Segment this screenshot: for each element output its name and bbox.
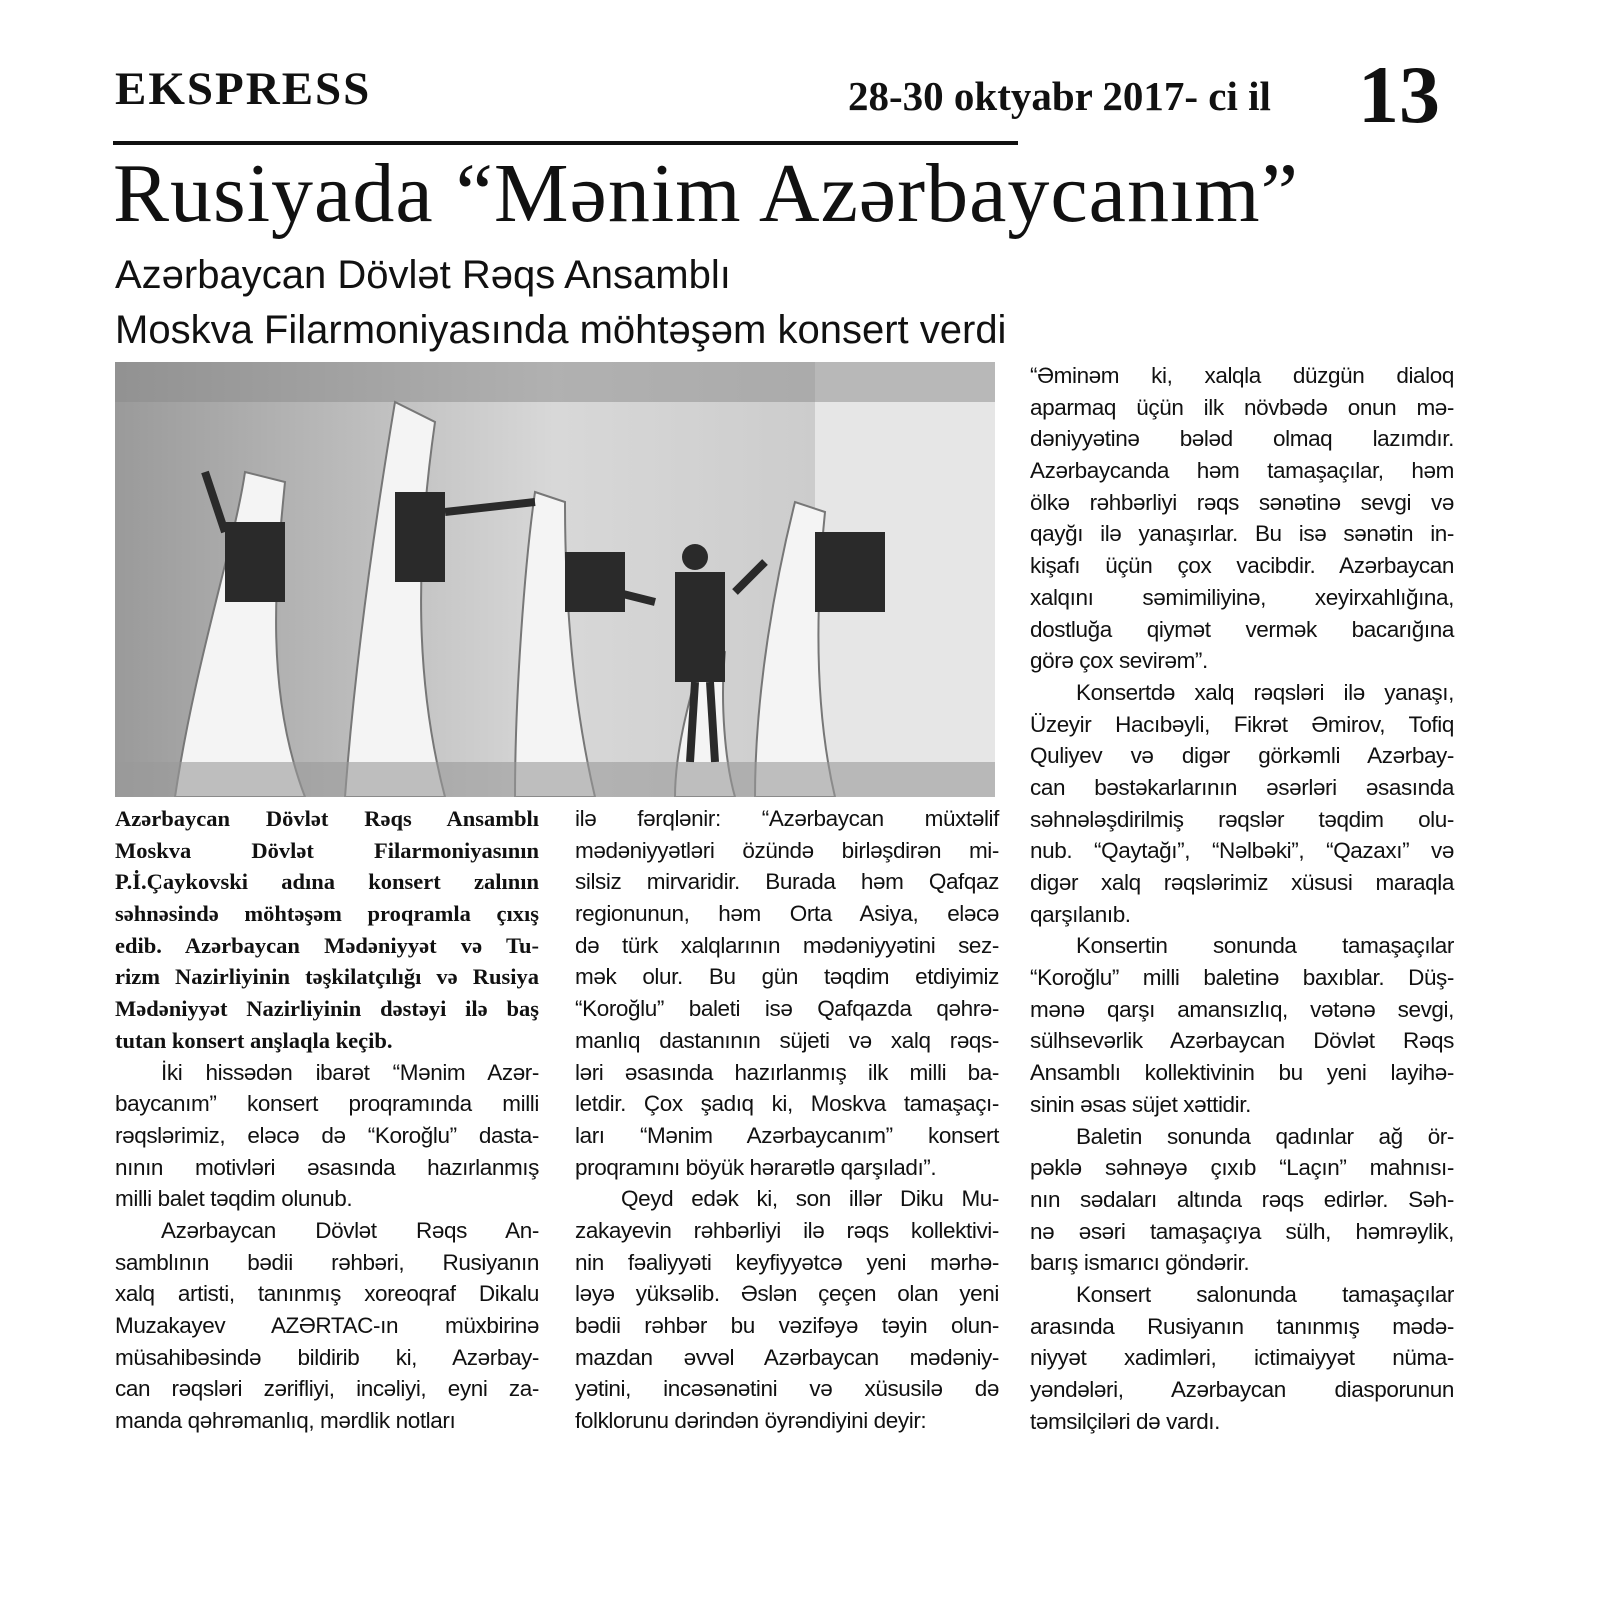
text-line: niyyət xadimləri, ictimaiyyət nüma- bbox=[1030, 1345, 1454, 1371]
text-line: nub. “Qaytağı”, “Nəlbəki”, “Qazaxı” və bbox=[1030, 838, 1454, 864]
text-line: P.İ.Çaykovski adına konsert zalının bbox=[115, 869, 539, 895]
article-column-1 bbox=[115, 803, 539, 1437]
text-line: Ansamblı kollektivinin bu yeni layihə- bbox=[1030, 1060, 1454, 1086]
article-paragraph bbox=[115, 803, 539, 1057]
text-line: nın sədaları altında rəqs edirlər. Səh- bbox=[1030, 1186, 1454, 1212]
text-line: can rəqsləri zərifliyi, incəliyi, eyni za- bbox=[115, 1376, 539, 1402]
text-line: dəniyyətinə bələd olmaq lazımdır. bbox=[1030, 426, 1454, 452]
page-number: 13 bbox=[1358, 49, 1440, 140]
text-line: təmsilçiləri də vardı. bbox=[1030, 1408, 1221, 1434]
text-line: müsahibəsində bildirib ki, Azərbay- bbox=[115, 1344, 539, 1370]
text-line: qarşılanıb. bbox=[1030, 901, 1131, 927]
text-line: xalqını səmimiliyinə, xeyirxahlığına, bbox=[1030, 584, 1454, 610]
text-line: də türk xalqlarının mədəniyyətini sez- bbox=[575, 932, 999, 958]
text-line: barış ismarıcı göndərir. bbox=[1030, 1250, 1250, 1276]
text-line: Qeyd edək ki, son illər Diku Mu- bbox=[621, 1186, 999, 1212]
issue-date: 28-30 oktyabr 2017- ci il bbox=[848, 73, 1271, 119]
newspaper-masthead: EKSPRESS bbox=[115, 63, 372, 115]
text-line: kişafı üçün çox vacibdir. Azərbaycan bbox=[1030, 553, 1454, 579]
text-line: rizm Nazirliyinin təşkilatçılığı və Rusiya bbox=[115, 964, 539, 990]
text-line: Konsert salonunda tamaşaçılar bbox=[1076, 1281, 1454, 1307]
text-line: manlıq dastanının süjeti və xalq rəqs- bbox=[575, 1027, 999, 1053]
text-line: sinin əsas süjet xəttidir. bbox=[1030, 1091, 1251, 1117]
text-line: nə əsəri tamaşaçıya sülh, həmrəylik, bbox=[1030, 1218, 1454, 1244]
text-line: Azərbaycan Dövlət Rəqs Ansamblı bbox=[115, 806, 539, 831]
text-line: Moskva Dövlət Filarmoniyasının bbox=[115, 837, 539, 863]
text-line: tutan konsert anşlaqla keçib. bbox=[115, 1027, 393, 1053]
text-line: ölkə rəhbərliyi rəqs sənətinə sevgi və bbox=[1030, 489, 1454, 515]
article-column-2 bbox=[575, 803, 999, 1437]
text-line: samblının bədii rəhbəri, Rusiyanın bbox=[115, 1249, 539, 1275]
text-line: dostluğa qiymət vermək bacarığına bbox=[1030, 616, 1454, 642]
text-line: “Koroğlu” baleti isə Qafqazda qəhrə- bbox=[575, 996, 999, 1022]
text-line: edib. Azərbaycan Mədəniyyət və Tu- bbox=[115, 932, 539, 958]
text-line: mədəniyyətləri özündə birləşdirən mi- bbox=[575, 837, 999, 863]
text-line: “Əminəm ki, xalqla düzgün dialoq bbox=[1030, 363, 1454, 388]
subtitle-line: Azərbaycan Dövlət Rəqs Ansamblı bbox=[115, 253, 731, 297]
text-line: can bəstəkarlarının əsərləri əsasında bbox=[1030, 774, 1454, 800]
text-line: sülhsevərlik Azərbaycan Dövlət Rəqs bbox=[1030, 1028, 1454, 1054]
text-line: ları “Mənim Azərbaycanım” konsert bbox=[575, 1122, 999, 1148]
article-paragraph bbox=[1030, 360, 1454, 677]
text-line: nının motivləri əsasında hazırlanmış bbox=[115, 1154, 539, 1180]
text-line: Azərbaycan Dövlət Rəqs An- bbox=[161, 1217, 539, 1243]
article-paragraph bbox=[115, 1057, 539, 1215]
text-line: Quliyev və digər görkəmli Azərbay- bbox=[1030, 743, 1454, 769]
article-column-3 bbox=[1030, 360, 1454, 1437]
article-paragraph bbox=[575, 1183, 999, 1437]
text-line: Baletin sonunda qadınlar ağ ör- bbox=[1076, 1123, 1454, 1149]
text-line: Konsertdə xalq rəqsləri ilə yanaşı, bbox=[1076, 679, 1454, 705]
text-line: görə çox sevirəm”. bbox=[1030, 648, 1208, 674]
text-line: yəndələri, Azərbaycan diasporunun bbox=[1030, 1377, 1454, 1402]
text-line: bədii rəhbər bu vəzifəyə təyin olun- bbox=[575, 1313, 999, 1338]
text-line: Muzakayev AZƏRTAC-ın müxbirinə bbox=[115, 1313, 539, 1338]
text-line: rəqslərimiz, eləcə də “Koroğlu” dasta- bbox=[115, 1122, 539, 1148]
text-line: mənə qarşı amansızlıq, vətənə sevgi, bbox=[1030, 996, 1454, 1022]
text-line: Üzeyir Hacıbəyli, Fikrət Əmirov, Tofiq bbox=[1030, 711, 1454, 737]
text-line: regionunun, həm Orta Asiya, eləcə bbox=[575, 901, 999, 927]
text-line: pəklə səhnəyə çıxıb “Laçın” mahnısı- bbox=[1030, 1155, 1454, 1181]
dancers-photo-illustration bbox=[115, 362, 995, 797]
text-line: Konsertin sonunda tamaşaçılar bbox=[1076, 933, 1454, 959]
text-line: yətini, incəsənətini və xüsusilə də bbox=[575, 1376, 999, 1402]
text-line: “Koroğlu” milli baletinə baxıblar. Düş- bbox=[1030, 965, 1454, 991]
text-line: Azərbaycanda həm tamaşaçılar, həm bbox=[1030, 458, 1454, 484]
text-line: qayğı ilə yanaşırlar. Bu isə sənətin in- bbox=[1030, 521, 1454, 547]
text-line: xalq artisti, tanınmış xoreoqraf Dikalu bbox=[115, 1281, 539, 1307]
text-line: manda qəhrəmanlıq, mərdlik notları bbox=[115, 1408, 456, 1434]
text-line: silsiz mirvaridir. Burada həm Qafqaz bbox=[575, 869, 999, 895]
text-line: zakayevin rəhbərliyi ilə rəqs kollektivi- bbox=[575, 1217, 999, 1243]
text-line: mazdan əvvəl Azərbaycan mədəniy- bbox=[575, 1344, 999, 1370]
text-line: digər xalq rəqslərimiz xüsusi maraqla bbox=[1030, 870, 1454, 895]
text-line: nin fəaliyyəti keyfiyyətcə yeni mərhə- bbox=[575, 1249, 999, 1275]
text-line: proqramını böyük hərarətlə qarşıladı”. bbox=[575, 1154, 937, 1180]
subtitle-line: Moskva Filarmoniyasında möhtəşəm konsert verdi bbox=[115, 308, 1007, 352]
text-line: aparmaq üçün ilk növbədə onun mə- bbox=[1030, 394, 1454, 420]
article-paragraph bbox=[1030, 1121, 1454, 1279]
article-subtitle bbox=[115, 248, 1006, 358]
text-line: ləyə yüksəlib. Əslən çeçen olan yeni bbox=[575, 1281, 999, 1307]
article-paragraph bbox=[1030, 677, 1454, 931]
text-line: mək olur. Bu gün təqdim etdiyimiz bbox=[575, 964, 999, 990]
text-line: milli balet təqdim olunub. bbox=[115, 1186, 353, 1212]
text-line: arasında Rusiyanın tanınmış mədə- bbox=[1030, 1313, 1454, 1339]
text-line: folklorunu dərindən öyrəndiyini deyir: bbox=[575, 1408, 927, 1434]
text-line: baycanım” konsert proqramında milli bbox=[115, 1091, 539, 1117]
article-paragraph bbox=[575, 803, 999, 1183]
article-paragraph bbox=[1030, 930, 1454, 1120]
article-title: Rusiyada “Mənim Azərbaycanım” bbox=[113, 147, 1299, 240]
text-line: İki hissədən ibarət “Mənim Azər- bbox=[161, 1059, 539, 1085]
article-paragraph bbox=[1030, 1279, 1454, 1437]
text-line: ləri əsasında hazırlanmış ilk milli ba- bbox=[575, 1059, 999, 1085]
text-line: Mədəniyyət Nazirliyinin dəstəyi ilə baş bbox=[115, 996, 539, 1022]
text-line: ilə fərqlənir: “Azərbaycan müxtəlif bbox=[575, 806, 999, 831]
text-line: səhnəsində möhtəşəm proqramla çıxış bbox=[115, 901, 539, 927]
text-line: letdir. Çox şadıq ki, Moskva tamaşaçı- bbox=[575, 1091, 999, 1117]
article-paragraph bbox=[115, 1215, 539, 1437]
text-line: səhnələşdirilmiş rəqslər təqdim olu- bbox=[1030, 806, 1454, 832]
article-photo bbox=[115, 362, 995, 797]
